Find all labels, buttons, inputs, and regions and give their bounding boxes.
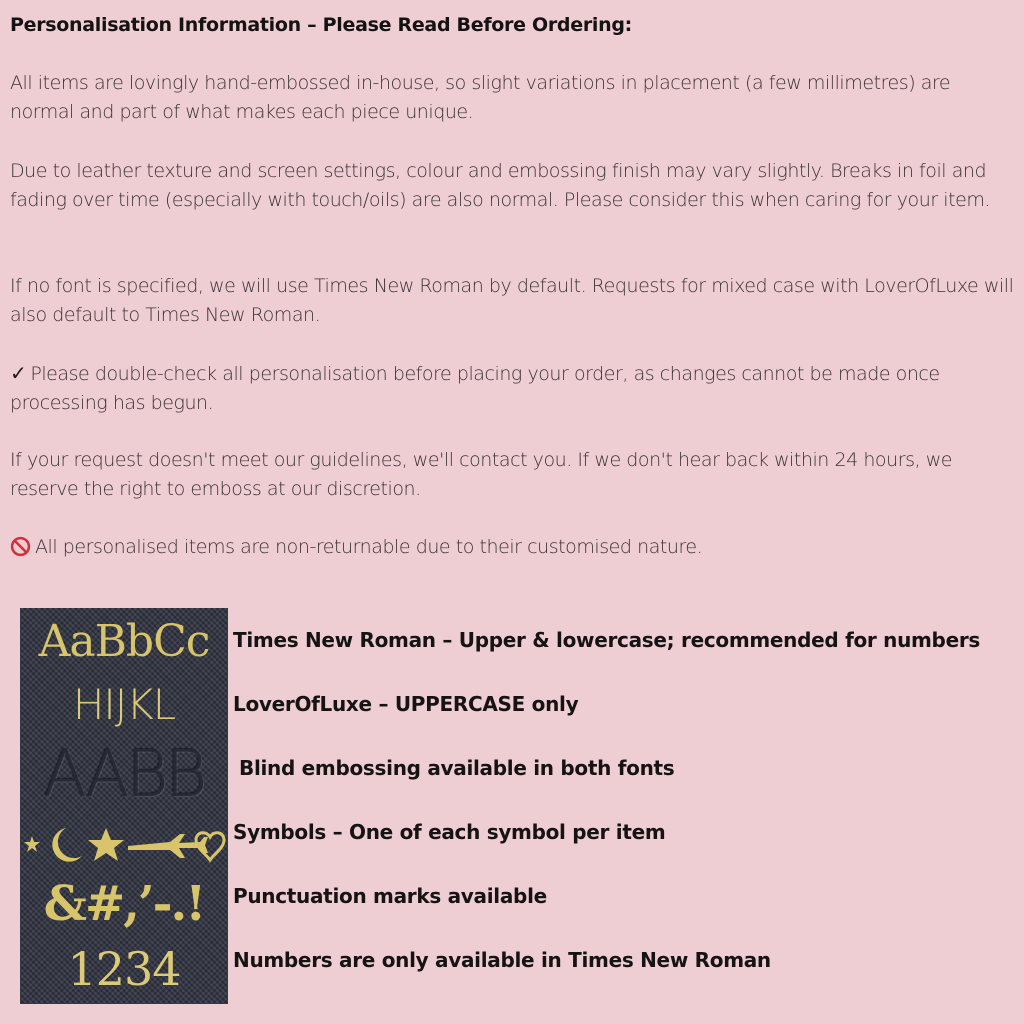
double-check-text: Please double-check all personalisation before placing your order, as changes cannot be made once processing has begun. [10,363,940,414]
star-icon [88,828,124,861]
legend-loveroflux: LoverOfLuxe – UPPERCASE only [233,692,579,716]
paragraph-default-font: If no font is specified, we will use Times New Roman by default. Requests for mixed case with LoverOfLuxe will also default to Times New Roman. [10,275,1014,326]
sample-blind-embossing: AABB [43,738,205,812]
paragraph-embossing-variations: All items are lovingly hand-embossed in-house, so slight variations in placement (a few millimetres) are normal and part of what makes each piece unique. [10,72,951,123]
small-star-icon [24,836,40,852]
legend-times-new-roman: Times New Roman – Upper & lowercase; recommended for numbers [233,628,981,652]
legend-punctuation: Punctuation marks available [233,884,547,908]
embossing-sample-image [20,608,228,1004]
paragraph-colour-finish: Due to leather texture and screen settings, colour and embossing finish may vary slightly. Breaks in foil and fading over time (especially with touch/oils) are also normal. Please consider this when caring for your item. [10,160,990,211]
paragraph-guidelines: If your request doesn't meet our guidelines, we'll contact you. If we don't hear back within 24 hours, we reserve the right to emboss at our discretion. [10,449,953,500]
sample-times-new-roman: AaBbCc [38,616,210,667]
page-heading: Personalisation Information – Please Read Before Ordering: [10,14,632,36]
paragraph-non-returnable [10,533,1015,562]
paragraph-double-check [10,359,1015,418]
sample-punctuation: &#,’-.! [43,876,205,932]
prohibited-icon [10,536,31,557]
non-returnable-text: All personalised items are non-returnable due to their customised nature. [35,536,703,558]
legend-symbols: Symbols – One of each symbol per item [233,820,666,844]
legend-blind-embossing: Blind embossing available in both fonts [239,756,675,780]
check-icon: ✓ [10,361,27,385]
sample-loveroflux: HIJKL [72,680,176,729]
sample-numbers: 1234 [67,942,181,996]
moon-icon [52,828,82,862]
symbols-graphic [20,820,228,870]
legend-numbers: Numbers are only available in Times New Roman [233,948,771,972]
sample-symbols [20,820,228,870]
